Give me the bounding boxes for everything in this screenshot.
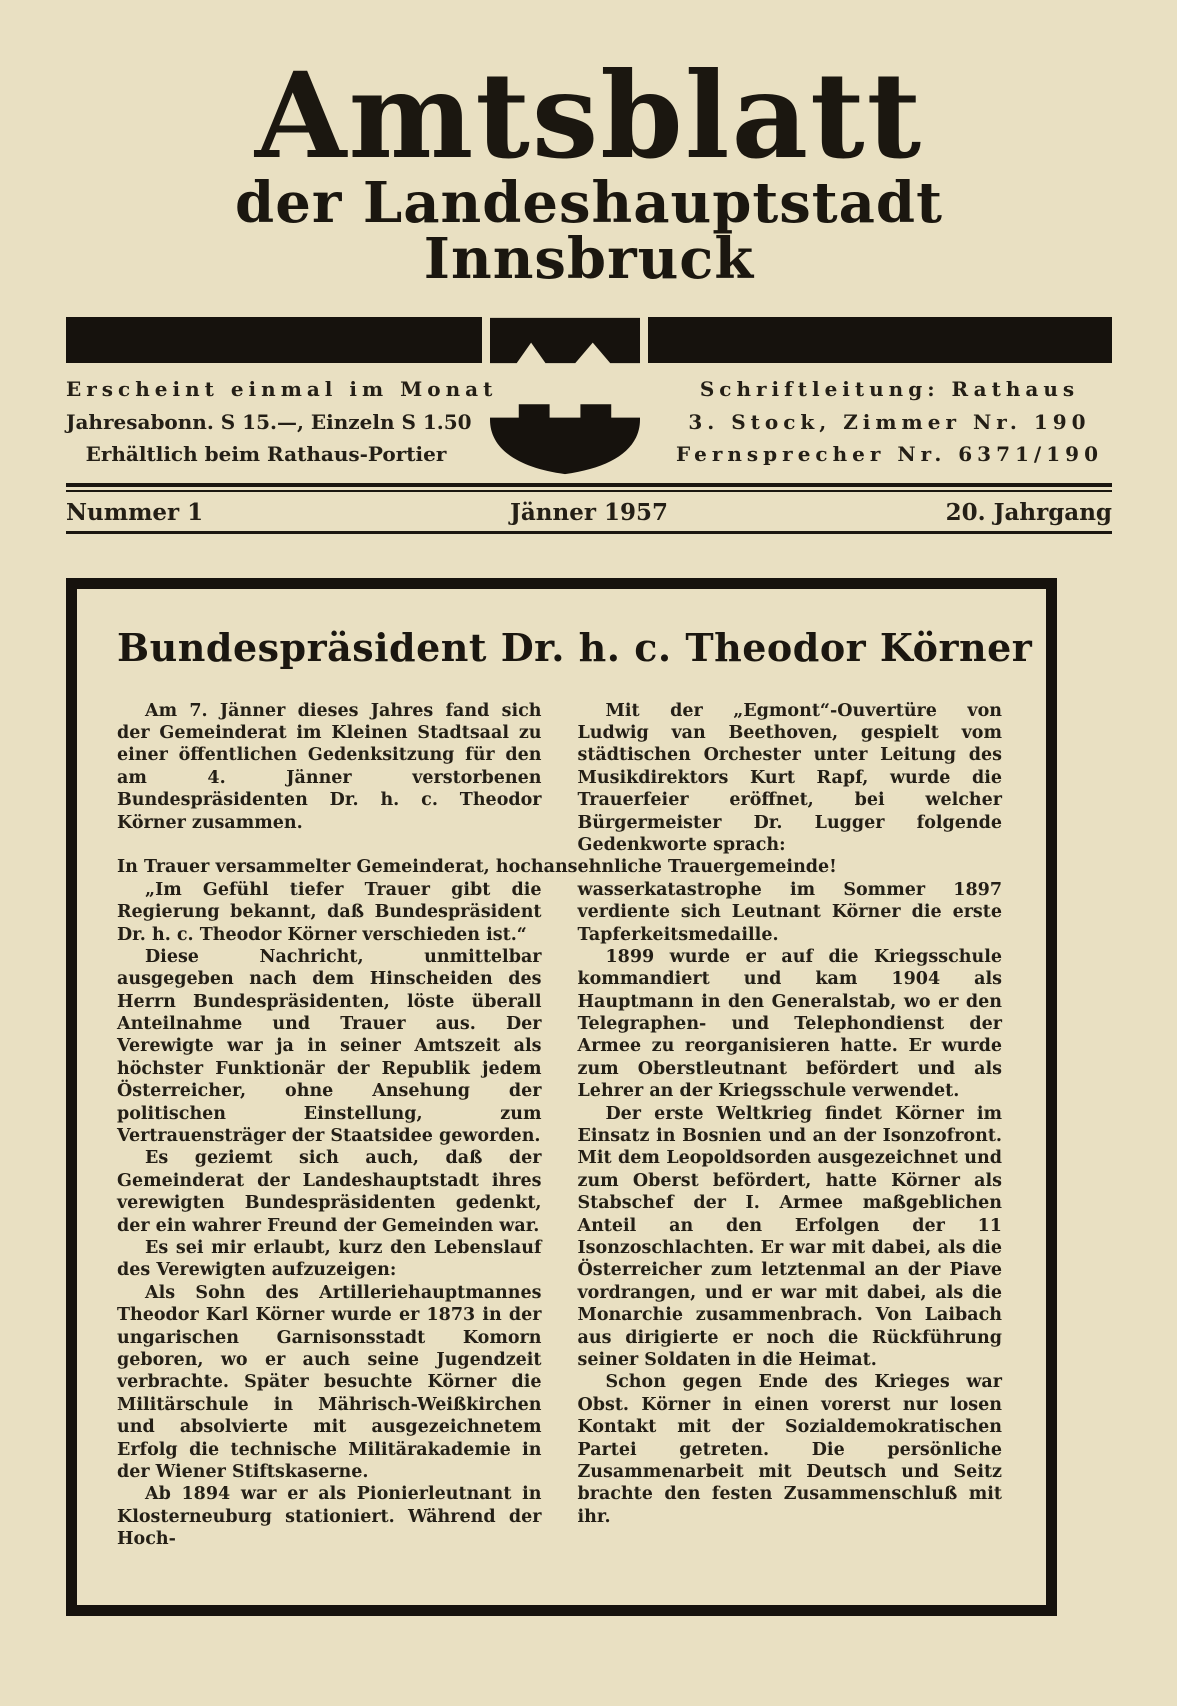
article-headline: Bundespräsident Dr. h. c. Theodor Körner: [117, 624, 1033, 670]
body-paragraph: wasserkatastrophe im Sommer 1897 verdiente sich Leutnant Körner die erste Tapferkeitsmedaille.: [577, 879, 1002, 945]
body-paragraph: „Im Gefühl tiefer Trauer gibt die Regierung bekannt, daß Bundespräsident Dr. h. c. Theodor Körner verschieden ist.“: [117, 879, 542, 945]
body-paragraph: Es geziemt sich auch, daß der Gemeinderat der Landeshauptstadt ihres verewigten Bundespräsidenten gedenkt, der ein wahrer Freund der Gemeinden war.: [117, 1148, 542, 1236]
publication-info-right: [667, 373, 1112, 470]
innsbruck-coat-of-arms-icon: [482, 317, 648, 363]
masthead-bar-left: [66, 317, 482, 363]
publication-info-left: [66, 373, 498, 470]
body-column-left: [117, 879, 542, 1551]
masthead: [66, 0, 1112, 293]
body-paragraph: Der erste Weltkrieg findet Körner im Einsatz in Bosnien und an der Isonzofront. Mit dem Leopoldsorden ausgezeichnet und zum Oberst befördert, hatte Körner als Stabschef der I. Armee maßgeblichen Anteil an den Erfolgen der 11 Isonzoschlachten. Er war mit dabei, als die Österreicher zum letztenmal an der Piave vordrangen, und er war mit dabei, als die Monarchie zusammenbrach. Von Laibach aus dirigierte er noch die Rückführung seiner Soldaten in die Heimat.: [577, 1103, 1002, 1370]
intro-column-left: [117, 700, 542, 857]
availability-note: Erhältlich beim Rathaus-Portier: [85, 442, 447, 467]
body-paragraph: 1899 wurde er auf die Kriegsschule kommandiert und kam 1904 als Hauptmann in den Generalstab, wo er den Telegraphen- und Telephondienst der Armee zu reorganisieren hatte. Er wurde zum Oberstleutnant befördert und als Lehrer an der Kriegsschule verwendet.: [577, 946, 1002, 1102]
intro-paragraph-right: Mit der „Egmont“-Ouvertüre von Ludwig van Beethoven, gespielt vom städtischen Orchester unter Leitung des Musikdirektors Kurt Rapf, wurde die Trauerfeier eröffnet, bei welcher Bürgermeister Dr. Lugger folgende Gedenkworte sprach:: [577, 700, 1002, 855]
dateline: [66, 499, 1112, 526]
masthead-bar: [66, 317, 1112, 363]
subscription-price: Jahresabonn. S 15.—, Einzeln S 1.50: [66, 409, 472, 434]
body-paragraph: Schon gegen Ende des Krieges war Obst. Körner in einen vorerst nur losen Kontakt mit der Sozialdemokratischen Partei getreten. Die persönliche Zusammenarbeit mit Deutsch und Seitz brachte den festen Zusammenschluß mit ihr.: [577, 1372, 1002, 1527]
body-column-right: [578, 879, 1003, 1551]
masthead-bar-right: [648, 317, 1112, 363]
body-paragraph: Diese Nachricht, unmittelbar ausgegeben nach dem Hinscheiden des Herrn Bundespräsidenten, löste überall Anteilnahme und Trauer aus. Der Verewigte war ja in seiner Amtszeit als höchster Funktionär der Republik jedem Österreicher, ohne Ansehung der politischen Einstellung, zum Vertrauensträger der Staatsidee geworden.: [117, 946, 542, 1147]
body-paragraph: Es sei mir erlaubt, kurz den Lebenslauf des Verewigten aufzuzeigen:: [117, 1237, 542, 1281]
intro-paragraph-left: Am 7. Jänner dieses Jahres fand sich der Gemeinderat im Kleinen Stadtsaal zu einer öffentlichen Gedenksitzung für den am 4. Jänner verstorbenen Bundespräsidenten Dr. h. c. Theodor Körner zusammen.: [117, 700, 542, 833]
editorial-phone: Fernsprecher Nr. 6371/190: [676, 442, 1103, 467]
speech-salutation: In Trauer versammelter Gemeinderat, hochansehnliche Trauergemeinde!: [117, 857, 837, 878]
double-rule: [66, 483, 1112, 492]
article-intro-columns: [117, 700, 1002, 857]
masthead-title: Amtsblatt: [254, 46, 924, 185]
issue-date: Jänner 1957: [510, 498, 669, 526]
body-paragraph: Als Sohn des Artilleriehauptmannes Theodor Karl Körner wurde er 1873 in der ungarischen Garnisonsstadt Komorn geboren, wo er auch seine Jugendzeit verbrachte. Später besuchte Körner die Militärschule in Mährisch-Weißkirchen und absolvierte mit ausgezeichnetem Erfolg die technische Militärakademie in der Wiener Stiftskaserne.: [117, 1282, 542, 1482]
publication-frequency: Erscheint einmal im Monat: [66, 377, 498, 402]
volume-number: 20. Jahrgang: [945, 498, 1113, 526]
editorial-office: Schriftleitung: Rathaus: [699, 377, 1080, 402]
editorial-room: 3. Stock, Zimmer Nr. 190: [688, 409, 1091, 434]
article-body-columns: [117, 879, 1002, 1551]
thin-rule: [66, 531, 1112, 534]
masthead-subtitle: der Landeshauptstadt Innsbruck: [235, 170, 943, 293]
article-box: [66, 578, 1057, 1616]
body-paragraph: Ab 1894 war er als Pionierleutnant in Klosterneuburg stationiert. Während der Hoch-: [117, 1484, 542, 1550]
intro-column-right: [578, 700, 1003, 857]
issue-number: Nummer 1: [66, 498, 204, 526]
